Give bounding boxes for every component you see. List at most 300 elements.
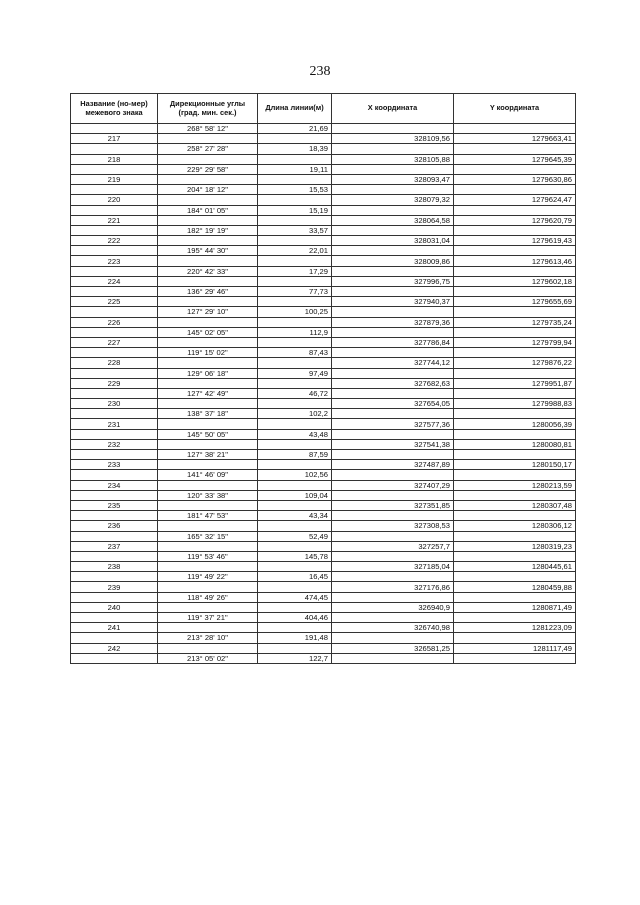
cell-x: 327407,29 (332, 480, 454, 490)
cell-x: 328079,32 (332, 195, 454, 205)
cell-length: 102,56 (258, 470, 332, 480)
cell-x (332, 185, 454, 195)
cell-name (71, 470, 158, 480)
table-row-segment (71, 246, 576, 256)
cell-name: 224 (71, 276, 158, 286)
cell-y: 1279602,18 (454, 276, 576, 286)
header-y: Y координата (454, 94, 576, 124)
cell-x (332, 348, 454, 358)
table-row-segment (71, 266, 576, 276)
cell-length: 77,73 (258, 287, 332, 297)
cell-name: 218 (71, 154, 158, 164)
cell-x (332, 592, 454, 602)
cell-y: 1279951,87 (454, 378, 576, 388)
table-row-segment (71, 592, 576, 602)
cell-name: 226 (71, 317, 158, 327)
cell-y: 1279645,39 (454, 154, 576, 164)
cell-x: 327185,04 (332, 562, 454, 572)
cell-length (258, 562, 332, 572)
table-row-segment (71, 429, 576, 439)
cell-angle (158, 500, 258, 510)
cell-name: 239 (71, 582, 158, 592)
cell-y: 1279988,83 (454, 399, 576, 409)
cell-angle: 165° 32' 15" (158, 531, 258, 541)
table-row-point (71, 562, 576, 572)
table-row-point (71, 623, 576, 633)
cell-length (258, 358, 332, 368)
cell-angle: 119° 37' 21" (158, 613, 258, 623)
cell-length (258, 154, 332, 164)
cell-angle: 119° 15' 02" (158, 348, 258, 358)
table-row-segment (71, 613, 576, 623)
cell-name (71, 450, 158, 460)
cell-angle: 184° 01' 05" (158, 205, 258, 215)
cell-x: 326740,98 (332, 623, 454, 633)
table-row-segment (71, 531, 576, 541)
cell-y: 1281117,49 (454, 643, 576, 653)
cell-angle (158, 134, 258, 144)
cell-x (332, 613, 454, 623)
cell-length (258, 582, 332, 592)
cell-length: 33,57 (258, 225, 332, 235)
cell-name: 228 (71, 358, 158, 368)
cell-name (71, 287, 158, 297)
table-row-segment (71, 409, 576, 419)
cell-y (454, 592, 576, 602)
cell-length: 43,48 (258, 429, 332, 439)
cell-x (332, 633, 454, 643)
cell-angle (158, 276, 258, 286)
cell-length: 404,46 (258, 613, 332, 623)
cell-angle (158, 623, 258, 633)
cell-length (258, 500, 332, 510)
table-row-segment (71, 633, 576, 643)
cell-length (258, 317, 332, 327)
cell-name: 229 (71, 378, 158, 388)
cell-angle (158, 195, 258, 205)
cell-angle: 119° 53' 46" (158, 551, 258, 561)
cell-y: 1280445,61 (454, 562, 576, 572)
cell-length: 15,53 (258, 185, 332, 195)
cell-angle: 141° 46' 09" (158, 470, 258, 480)
cell-name: 236 (71, 521, 158, 531)
cell-y: 1280319,23 (454, 541, 576, 551)
cell-length (258, 460, 332, 470)
cell-length: 122,7 (258, 653, 332, 663)
cell-y (454, 164, 576, 174)
cell-length: 100,25 (258, 307, 332, 317)
cell-name (71, 327, 158, 337)
cell-length: 109,04 (258, 490, 332, 500)
cell-x: 327682,63 (332, 378, 454, 388)
cell-angle (158, 154, 258, 164)
cell-y (454, 348, 576, 358)
table-row-segment (71, 450, 576, 460)
cell-angle (158, 541, 258, 551)
table-row-point (71, 602, 576, 612)
cell-angle (158, 582, 258, 592)
cell-length (258, 439, 332, 449)
cell-y (454, 246, 576, 256)
table-row-point (71, 541, 576, 551)
cell-y (454, 429, 576, 439)
cell-x: 327744,12 (332, 358, 454, 368)
cell-x: 327879,36 (332, 317, 454, 327)
cell-angle (158, 521, 258, 531)
cell-y: 1279620,79 (454, 215, 576, 225)
cell-name (71, 633, 158, 643)
cell-x (332, 551, 454, 561)
cell-angle (158, 358, 258, 368)
page-number: 238 (309, 64, 331, 79)
cell-name (71, 551, 158, 561)
cell-x: 328093,47 (332, 174, 454, 184)
cell-angle: 119° 49' 22" (158, 572, 258, 582)
cell-x (332, 572, 454, 582)
cell-name (71, 572, 158, 582)
table-row-segment (71, 511, 576, 521)
table-row-segment (71, 144, 576, 154)
cell-length: 97,49 (258, 368, 332, 378)
cell-angle: 138° 37' 18" (158, 409, 258, 419)
cell-name (71, 266, 158, 276)
cell-angle: 136° 29' 46" (158, 287, 258, 297)
cell-y: 1279663,41 (454, 134, 576, 144)
table-row-point (71, 236, 576, 246)
cell-length (258, 337, 332, 347)
cell-x: 326581,25 (332, 643, 454, 653)
cell-x (332, 246, 454, 256)
table-row-point (71, 134, 576, 144)
table-row-segment (71, 551, 576, 561)
cell-angle (158, 297, 258, 307)
cell-angle: 129° 06' 18" (158, 368, 258, 378)
cell-y (454, 653, 576, 663)
cell-angle (158, 419, 258, 429)
cell-angle: 213° 28' 10" (158, 633, 258, 643)
cell-name (71, 388, 158, 398)
cell-y: 1279735,24 (454, 317, 576, 327)
cell-y (454, 368, 576, 378)
table-row-point (71, 215, 576, 225)
header-x: X координата (332, 94, 454, 124)
cell-angle (158, 399, 258, 409)
table-row-segment (71, 287, 576, 297)
cell-x: 327577,36 (332, 419, 454, 429)
table-row-point (71, 174, 576, 184)
table-row-segment (71, 368, 576, 378)
cell-angle (158, 602, 258, 612)
cell-name (71, 511, 158, 521)
table-row-point (71, 154, 576, 164)
cell-x: 328109,56 (332, 134, 454, 144)
cell-name (71, 613, 158, 623)
cell-name: 233 (71, 460, 158, 470)
table-row-segment (71, 348, 576, 358)
cell-y (454, 144, 576, 154)
cell-length (258, 521, 332, 531)
cell-length (258, 297, 332, 307)
cell-x (332, 205, 454, 215)
table-row-segment (71, 572, 576, 582)
cell-y: 1279655,69 (454, 297, 576, 307)
cell-length: 15,19 (258, 205, 332, 215)
cell-x (332, 470, 454, 480)
cell-angle (158, 256, 258, 266)
table-row-point (71, 276, 576, 286)
cell-x: 327654,05 (332, 399, 454, 409)
cell-name (71, 307, 158, 317)
cell-y (454, 124, 576, 134)
table-row-point (71, 439, 576, 449)
cell-length (258, 378, 332, 388)
cell-x (332, 164, 454, 174)
cell-x: 328031,04 (332, 236, 454, 246)
table-row-segment (71, 124, 576, 134)
cell-length: 87,59 (258, 450, 332, 460)
cell-y: 1280080,81 (454, 439, 576, 449)
cell-length (258, 174, 332, 184)
cell-name (71, 490, 158, 500)
cell-y: 1279613,46 (454, 256, 576, 266)
cell-name: 221 (71, 215, 158, 225)
table-row-segment (71, 164, 576, 174)
cell-x (332, 531, 454, 541)
cell-y (454, 185, 576, 195)
table-row-point (71, 195, 576, 205)
cell-name (71, 225, 158, 235)
cell-angle (158, 174, 258, 184)
cell-name (71, 246, 158, 256)
table-body (71, 124, 576, 664)
cell-length: 18,39 (258, 144, 332, 154)
cell-length (258, 602, 332, 612)
cell-y (454, 266, 576, 276)
cell-y: 1279624,47 (454, 195, 576, 205)
cell-length: 474,45 (258, 592, 332, 602)
cell-name (71, 144, 158, 154)
cell-name: 231 (71, 419, 158, 429)
table-row-point (71, 582, 576, 592)
cell-name: 222 (71, 236, 158, 246)
cell-angle: 258° 27' 28" (158, 144, 258, 154)
cell-y: 1279630,86 (454, 174, 576, 184)
table-row-segment (71, 490, 576, 500)
cell-y: 1280871,49 (454, 602, 576, 612)
cell-y: 1280306,12 (454, 521, 576, 531)
cell-angle: 182° 19' 19" (158, 225, 258, 235)
cell-length: 87,43 (258, 348, 332, 358)
cell-angle: 220° 42' 33" (158, 266, 258, 276)
table-row-point (71, 378, 576, 388)
cell-length: 46,72 (258, 388, 332, 398)
cell-name: 235 (71, 500, 158, 510)
cell-y (454, 572, 576, 582)
cell-length (258, 134, 332, 144)
table-row-point (71, 297, 576, 307)
cell-name (71, 531, 158, 541)
cell-x (332, 327, 454, 337)
cell-y (454, 470, 576, 480)
cell-name: 223 (71, 256, 158, 266)
cell-length (258, 276, 332, 286)
table-row-point (71, 460, 576, 470)
cell-angle: 127° 38' 21" (158, 450, 258, 460)
cell-x: 327940,37 (332, 297, 454, 307)
cell-angle: 127° 29' 10" (158, 307, 258, 317)
cell-name: 227 (71, 337, 158, 347)
cell-y: 1280150,17 (454, 460, 576, 470)
cell-x (332, 429, 454, 439)
cell-y: 1280056,39 (454, 419, 576, 429)
cell-x (332, 307, 454, 317)
table-row-point (71, 419, 576, 429)
cell-name (71, 164, 158, 174)
cell-length: 17,29 (258, 266, 332, 276)
table-row-segment (71, 388, 576, 398)
cell-x (332, 124, 454, 134)
cell-length: 21,69 (258, 124, 332, 134)
cell-angle: 195° 44' 30" (158, 246, 258, 256)
cell-x: 326940,9 (332, 602, 454, 612)
table-row-point (71, 480, 576, 490)
cell-length: 43,34 (258, 511, 332, 521)
cell-length: 191,48 (258, 633, 332, 643)
cell-x: 327257,7 (332, 541, 454, 551)
cell-angle (158, 215, 258, 225)
table-row-segment (71, 225, 576, 235)
cell-x: 327351,85 (332, 500, 454, 510)
cell-name: 232 (71, 439, 158, 449)
table-row-point (71, 643, 576, 653)
header-angle: Дирекционные углы (град. мин. сек.) (158, 94, 258, 124)
cell-y (454, 531, 576, 541)
cell-angle: 145° 02' 05" (158, 327, 258, 337)
table-row-point (71, 256, 576, 266)
cell-length: 19,11 (258, 164, 332, 174)
cell-name (71, 592, 158, 602)
cell-x (332, 388, 454, 398)
cell-y (454, 551, 576, 561)
cell-y: 1280459,88 (454, 582, 576, 592)
cell-y (454, 225, 576, 235)
cell-y (454, 490, 576, 500)
cell-length (258, 256, 332, 266)
table-row-point (71, 521, 576, 531)
cell-name (71, 409, 158, 419)
cell-name (71, 124, 158, 134)
cell-name (71, 368, 158, 378)
cell-x: 327308,53 (332, 521, 454, 531)
cell-x: 327541,38 (332, 439, 454, 449)
cell-name: 242 (71, 643, 158, 653)
cell-angle: 120° 33' 38" (158, 490, 258, 500)
cell-length: 52,49 (258, 531, 332, 541)
table-row-segment (71, 470, 576, 480)
cell-y: 1279799,94 (454, 337, 576, 347)
cell-angle: 213° 05' 02" (158, 653, 258, 663)
cell-name: 234 (71, 480, 158, 490)
cell-x: 327786,84 (332, 337, 454, 347)
cell-name: 225 (71, 297, 158, 307)
cell-name: 240 (71, 602, 158, 612)
cell-angle (158, 562, 258, 572)
cell-angle (158, 643, 258, 653)
cell-length: 22,01 (258, 246, 332, 256)
cell-name: 219 (71, 174, 158, 184)
cell-x (332, 409, 454, 419)
cell-length (258, 195, 332, 205)
cell-x: 327176,86 (332, 582, 454, 592)
cell-y (454, 409, 576, 419)
cell-x: 328009,86 (332, 256, 454, 266)
cell-angle (158, 337, 258, 347)
cell-y (454, 205, 576, 215)
cell-y: 1280213,59 (454, 480, 576, 490)
header-row (71, 94, 576, 124)
cell-x (332, 653, 454, 663)
cell-angle: 204° 18' 12" (158, 185, 258, 195)
cell-y: 1279876,22 (454, 358, 576, 368)
table-row-point (71, 337, 576, 347)
table-row-segment (71, 327, 576, 337)
cell-length: 112,9 (258, 327, 332, 337)
cell-angle: 127° 42' 49" (158, 388, 258, 398)
cell-angle (158, 317, 258, 327)
table-row-segment (71, 307, 576, 317)
cell-length (258, 480, 332, 490)
cell-name (71, 205, 158, 215)
cell-name: 237 (71, 541, 158, 551)
cell-length: 102,2 (258, 409, 332, 419)
table-header (71, 94, 576, 124)
table-row-point (71, 317, 576, 327)
cell-angle: 118° 49' 26" (158, 592, 258, 602)
cell-length (258, 643, 332, 653)
cell-length: 16,45 (258, 572, 332, 582)
cell-y (454, 511, 576, 521)
header-length: Длина линии(м) (258, 94, 332, 124)
cell-length (258, 623, 332, 633)
header-name: Название (но-мер) межевого знака (71, 94, 158, 124)
table-row-segment (71, 205, 576, 215)
table-row-point (71, 500, 576, 510)
cell-x: 327487,89 (332, 460, 454, 470)
cell-x: 328105,88 (332, 154, 454, 164)
cell-length (258, 541, 332, 551)
cell-name: 238 (71, 562, 158, 572)
cell-y: 1281223,09 (454, 623, 576, 633)
cell-length (258, 419, 332, 429)
cell-name (71, 348, 158, 358)
cell-angle: 229° 29' 58" (158, 164, 258, 174)
cell-name (71, 653, 158, 663)
cell-x (332, 450, 454, 460)
cell-name (71, 185, 158, 195)
cell-x (332, 225, 454, 235)
cell-x (332, 266, 454, 276)
cell-y: 1279619,43 (454, 236, 576, 246)
table-row-point (71, 399, 576, 409)
cell-angle (158, 378, 258, 388)
cell-x: 327996,75 (332, 276, 454, 286)
cell-angle: 268° 58' 12" (158, 124, 258, 134)
table-row-point (71, 358, 576, 368)
cell-name: 230 (71, 399, 158, 409)
table-row-segment (71, 185, 576, 195)
cell-y (454, 287, 576, 297)
cell-y (454, 633, 576, 643)
